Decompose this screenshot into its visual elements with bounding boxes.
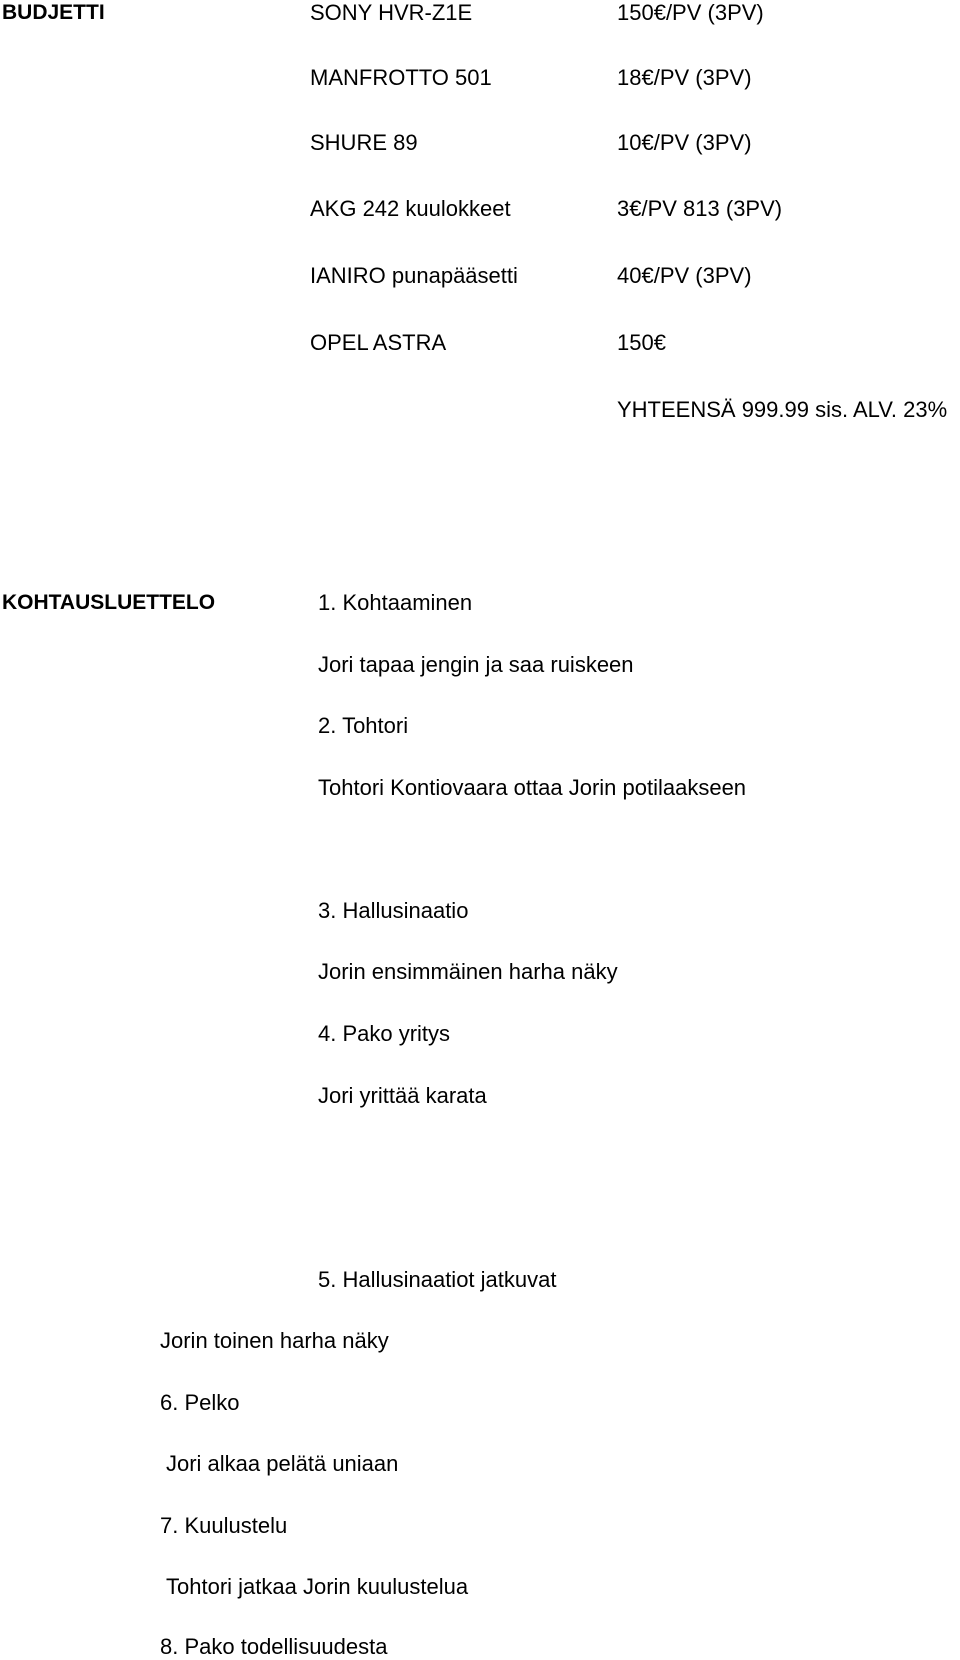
scene-description: Jori yrittää karata: [318, 1083, 487, 1108]
budget-item-name: IANIRO punapääsetti: [310, 263, 518, 288]
budget-item-name: SONY HVR-Z1E: [310, 0, 473, 25]
scene-description: Tohtori Kontiovaara ottaa Jorin potilaakseen: [318, 775, 747, 800]
scene-title: 6. Pelko: [160, 1390, 240, 1415]
budget-item-price: 3€/PV 813 (3PV): [617, 196, 783, 221]
scene-description: Jorin ensimmäinen harha näky: [318, 959, 618, 984]
budget-item-name: OPEL ASTRA: [310, 330, 447, 355]
scene-title: 7. Kuulustelu: [160, 1513, 288, 1538]
scene-title: 1. Kohtaaminen: [318, 590, 473, 615]
scene-list-heading: KOHTAUSLUETTELO: [2, 591, 216, 614]
budget-item-price: 150€: [617, 330, 666, 355]
budget-heading: BUDJETTI: [2, 1, 105, 24]
budget-item-name: SHURE 89: [310, 130, 418, 155]
budget-item-name: AKG 242 kuulokkeet: [310, 196, 511, 221]
budget-item-price: 40€/PV (3PV): [617, 263, 752, 288]
scene-title: 3. Hallusinaatio: [318, 898, 469, 923]
scene-description: Jori alkaa pelätä uniaan: [166, 1451, 399, 1476]
scene-title: 2. Tohtori: [318, 713, 409, 738]
budget-item-price: 150€/PV (3PV): [617, 0, 764, 25]
scene-title: 4. Pako yritys: [318, 1021, 451, 1046]
budget-item-name: MANFROTTO 501: [310, 65, 492, 90]
scene-description: Jori tapaa jengin ja saa ruiskeen: [318, 652, 634, 677]
scene-description: Jorin toinen harha näky: [160, 1328, 389, 1353]
scene-description: Tohtori jatkaa Jorin kuulustelua: [166, 1574, 469, 1599]
budget-item-price: 18€/PV (3PV): [617, 65, 752, 90]
budget-item-price: 10€/PV (3PV): [617, 130, 752, 155]
scene-title: 5. Hallusinaatiot jatkuvat: [318, 1267, 557, 1292]
budget-total: YHTEENSÄ 999.99 sis. ALV. 23%: [617, 397, 948, 422]
scene-title: 8. Pako todellisuudesta: [160, 1634, 388, 1659]
